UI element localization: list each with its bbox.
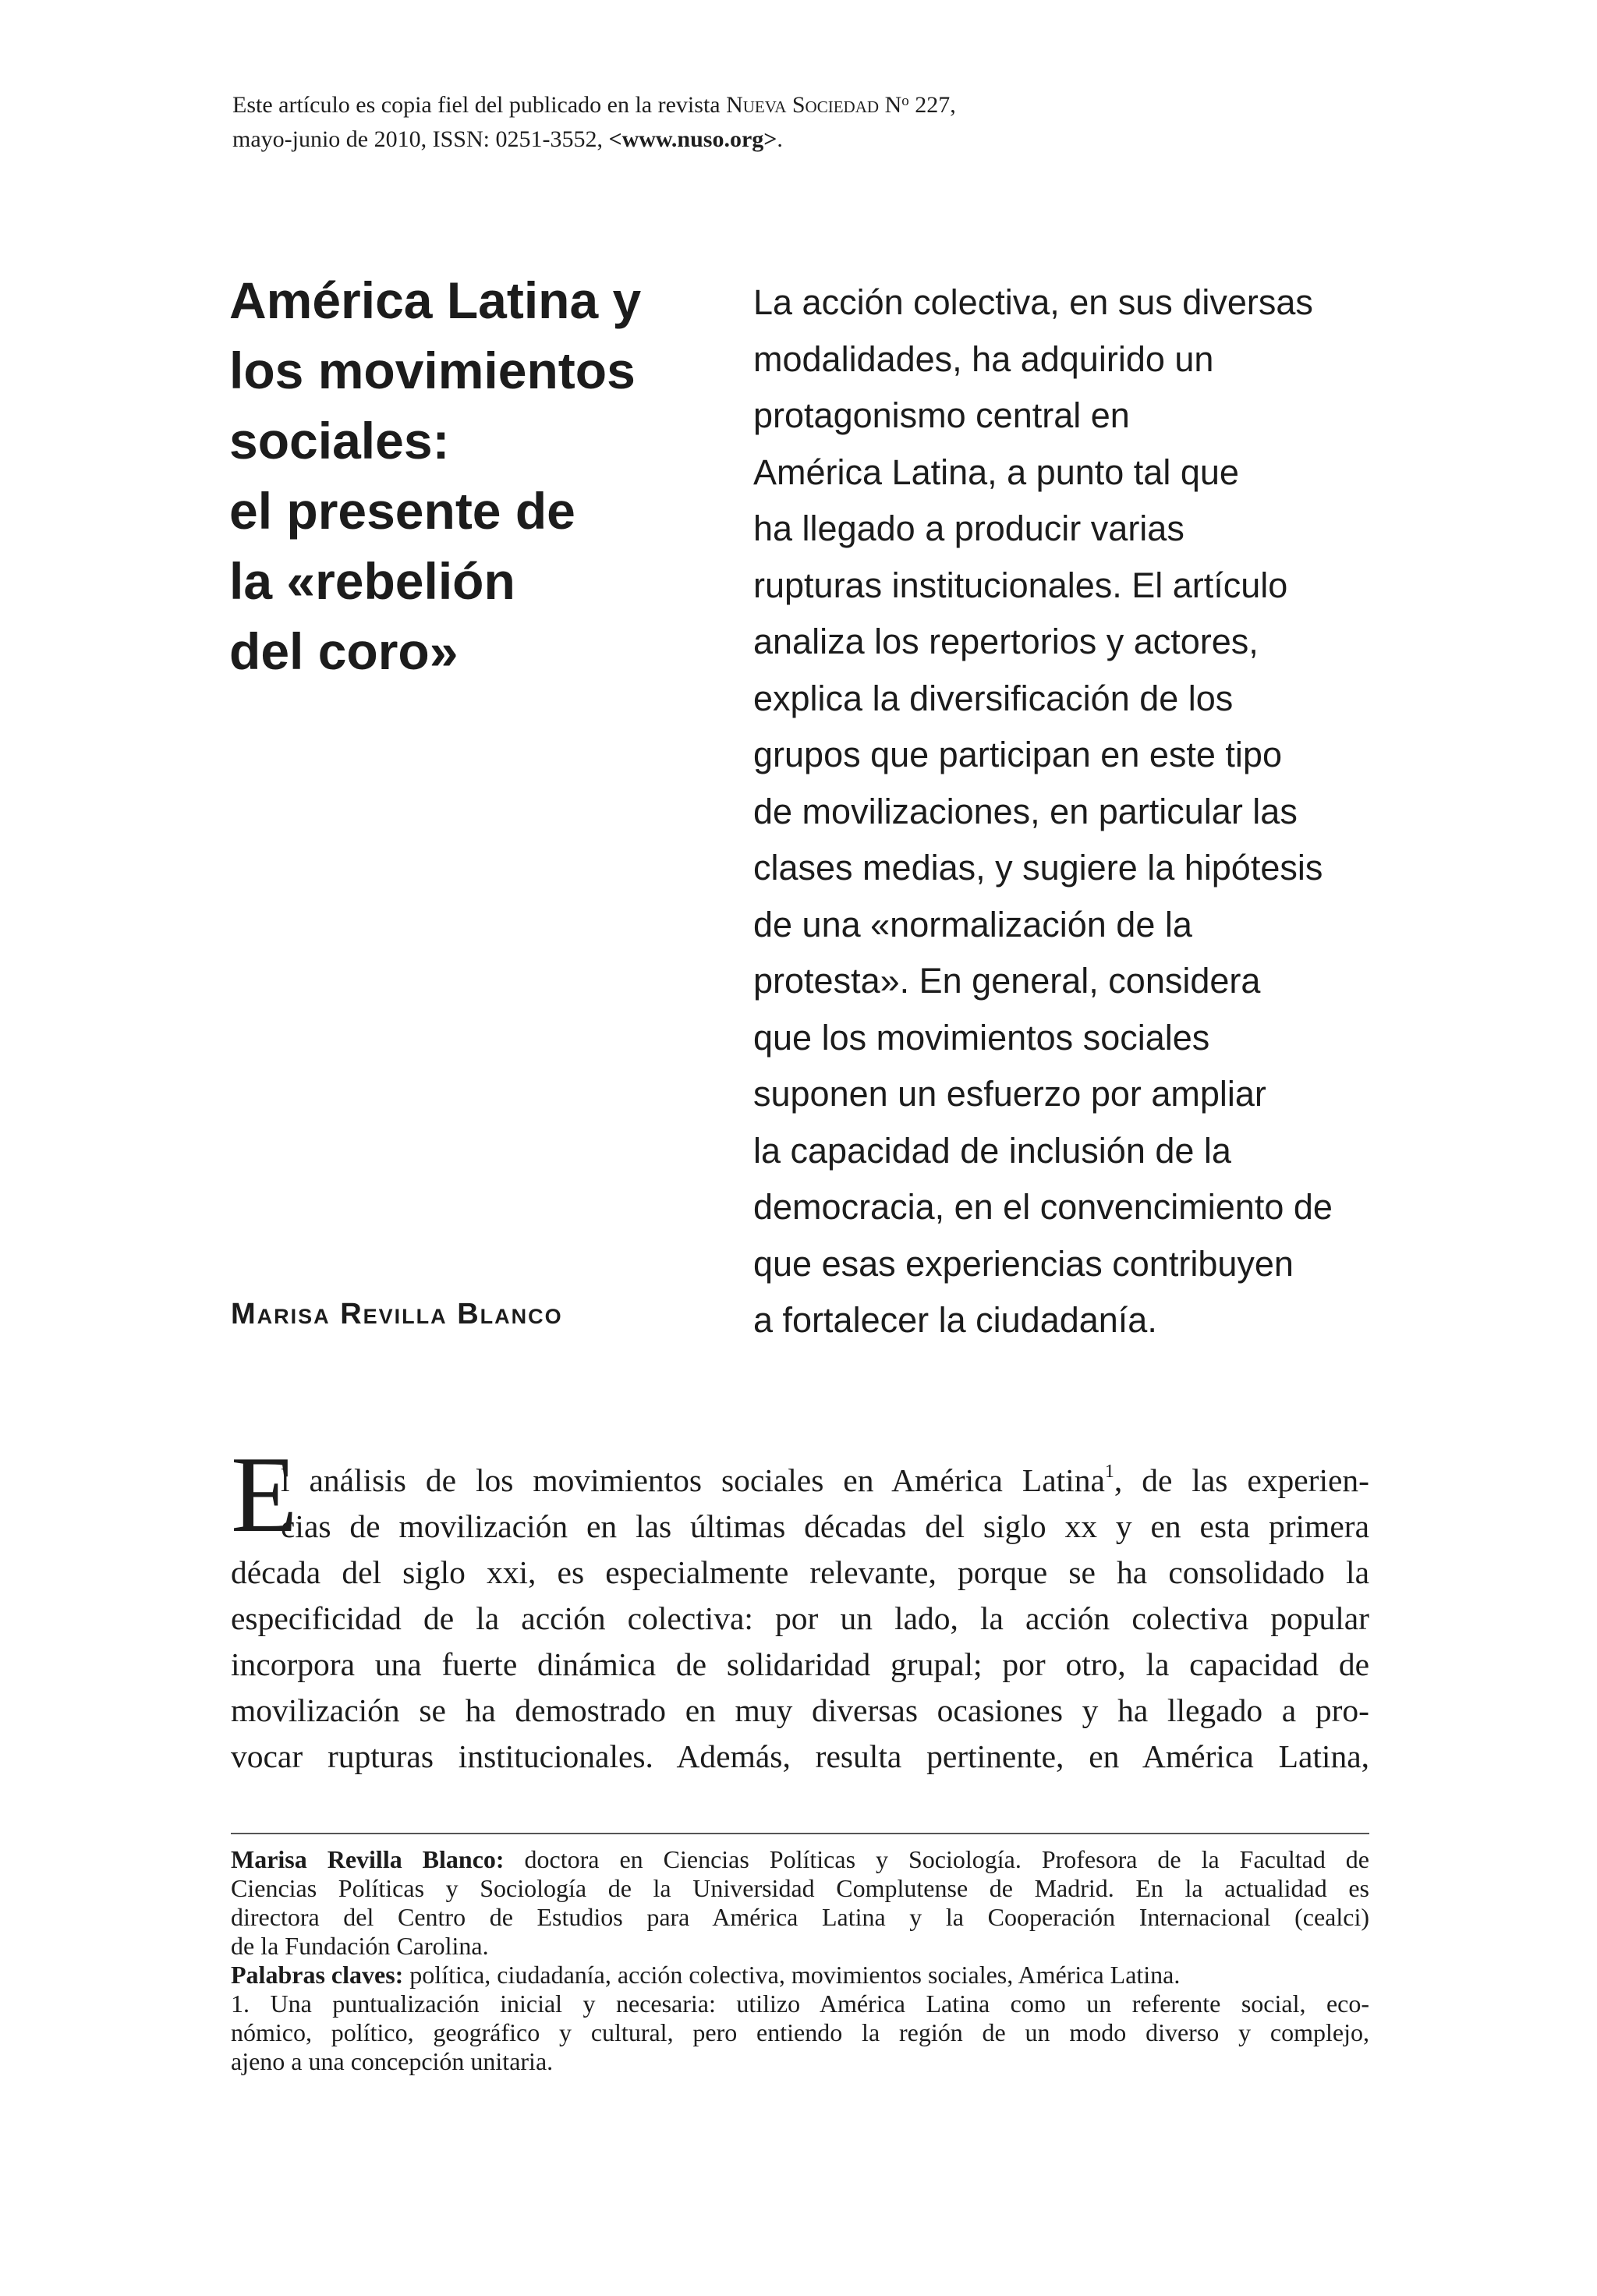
abstract-line: de movilizaciones, en particular las — [753, 791, 1298, 831]
abstract-line: modalidades, ha adquirido un — [753, 338, 1214, 379]
abstract-line: a fortalecer la ciudadanía. — [753, 1300, 1157, 1340]
issue-number: 227, — [908, 92, 956, 118]
title-line: los movimientos — [229, 342, 636, 399]
body-line: cias de movilización en las últimas décadas del siglo xx y en esta primera — [281, 1508, 1369, 1544]
footnote-ref[interactable]: 1 — [1104, 1462, 1114, 1482]
footnotes — [231, 1845, 1369, 2076]
body-text — [231, 1434, 1370, 1780]
notice-prefix: Este artículo es copia fiel del publicado en la revista — [232, 92, 727, 118]
number-sup: o — [901, 93, 909, 109]
title-line: la «rebelión — [229, 552, 515, 610]
footnote-1: 1. Una puntualización inicial y necesaria: utilizo América Latina como un referente social, eco- nómico, político, geográfico y cultural, pero entiendo la región de un modo diverso y complejo, ajeno a una concepción unitaria. — [231, 1990, 1369, 2075]
abstract-line: analiza los repertorios y actores, — [753, 622, 1259, 661]
footnote-divider — [231, 1833, 1369, 1834]
article-title — [229, 265, 713, 686]
abstract-line: que esas experiencias contribuyen — [753, 1243, 1294, 1284]
abstract-line: que los movimientos sociales — [753, 1017, 1210, 1058]
author-name: Marisa Revilla Blanco — [231, 1298, 563, 1330]
abstract-line: clases medias, y sugiere la hipótesis — [753, 848, 1323, 888]
abstract — [753, 275, 1393, 1349]
body-line: movilización se ha demostrado en muy diversas ocasiones y ha llegado a pro- — [231, 1692, 1369, 1728]
notice-issn: mayo-junio de 2010, ISSN: 0251-3552, — [232, 126, 609, 152]
abstract-line: ha llegado a producir varias — [753, 508, 1184, 548]
abstract-line: la capacidad de inclusión de la — [753, 1130, 1231, 1171]
notice-line-2: mayo-junio de 2010, ISSN: 0251-3552, <www.nuso.org>. — [232, 126, 783, 152]
body-line: especificidad de la acción colectiva: por un lado, la acción colectiva popular — [231, 1600, 1369, 1636]
journal-name: Nueva Sociedad — [726, 92, 880, 118]
number-label: N — [884, 92, 902, 118]
body-line: década del siglo xxi, es especialmente relevante, porque se ha consolidado la — [231, 1554, 1369, 1590]
keywords-label: Palabras claves: — [231, 1961, 404, 1989]
bio-name: Marisa Revilla Blanco: — [231, 1845, 505, 1873]
title-line: América Latina y — [229, 271, 642, 329]
abstract-line: rupturas institucionales. El artículo — [753, 565, 1288, 605]
title-line: del coro» — [229, 622, 459, 680]
drop-cap: E — [231, 1434, 298, 1555]
title-line: el presente de — [229, 482, 575, 540]
abstract-line: suponen un esfuerzo por ampliar — [753, 1074, 1266, 1114]
abstract-line: protesta». En general, considera — [753, 961, 1261, 1001]
keywords — [231, 1961, 1369, 1990]
abstract-line: grupos que participan en este tipo — [753, 735, 1282, 774]
abstract-line: de una «normalización de la — [753, 904, 1192, 944]
abstract-line: democracia, en el convencimiento de — [753, 1187, 1333, 1227]
body-line: l análisis de los movimientos sociales en América Latina$^1$, de las experien- — [281, 1462, 1370, 1498]
notice-url[interactable]: <www.nuso.org> — [608, 126, 777, 152]
abstract-line: La acción colectiva, en sus diversas — [753, 282, 1313, 322]
body-line: incorpora una fuerte dinámica de solidaridad grupal; por otro, la capacidad de — [231, 1646, 1369, 1682]
author-bio: Marisa Revilla Blanco: doctora en Ciencias Políticas y Sociología. Profesora de la Facultad de Ciencias Políticas y Sociología de la Universidad Complutense de Madrid. En la actualidad es directora del Centro de Estudios para América Latina y la Cooperación Internacional (cealci) de la Fundación Carolina. — [231, 1845, 1370, 1960]
abstract-line: protagonismo central en — [753, 395, 1130, 435]
abstract-line: América Latina, a punto tal que — [753, 452, 1239, 492]
abstract-line: explica la diversificación de los — [753, 678, 1234, 718]
notice-line-1 — [232, 84, 1402, 122]
keywords-list: política, ciudadanía, acción colectiva, movimientos sociales, América Latina. — [403, 1961, 1181, 1989]
body-line: vocar rupturas institucionales. Además, resulta pertinente, en América Latina, — [231, 1738, 1369, 1774]
copyright-notice — [232, 84, 1402, 157]
title-line: sociales: — [229, 412, 450, 469]
